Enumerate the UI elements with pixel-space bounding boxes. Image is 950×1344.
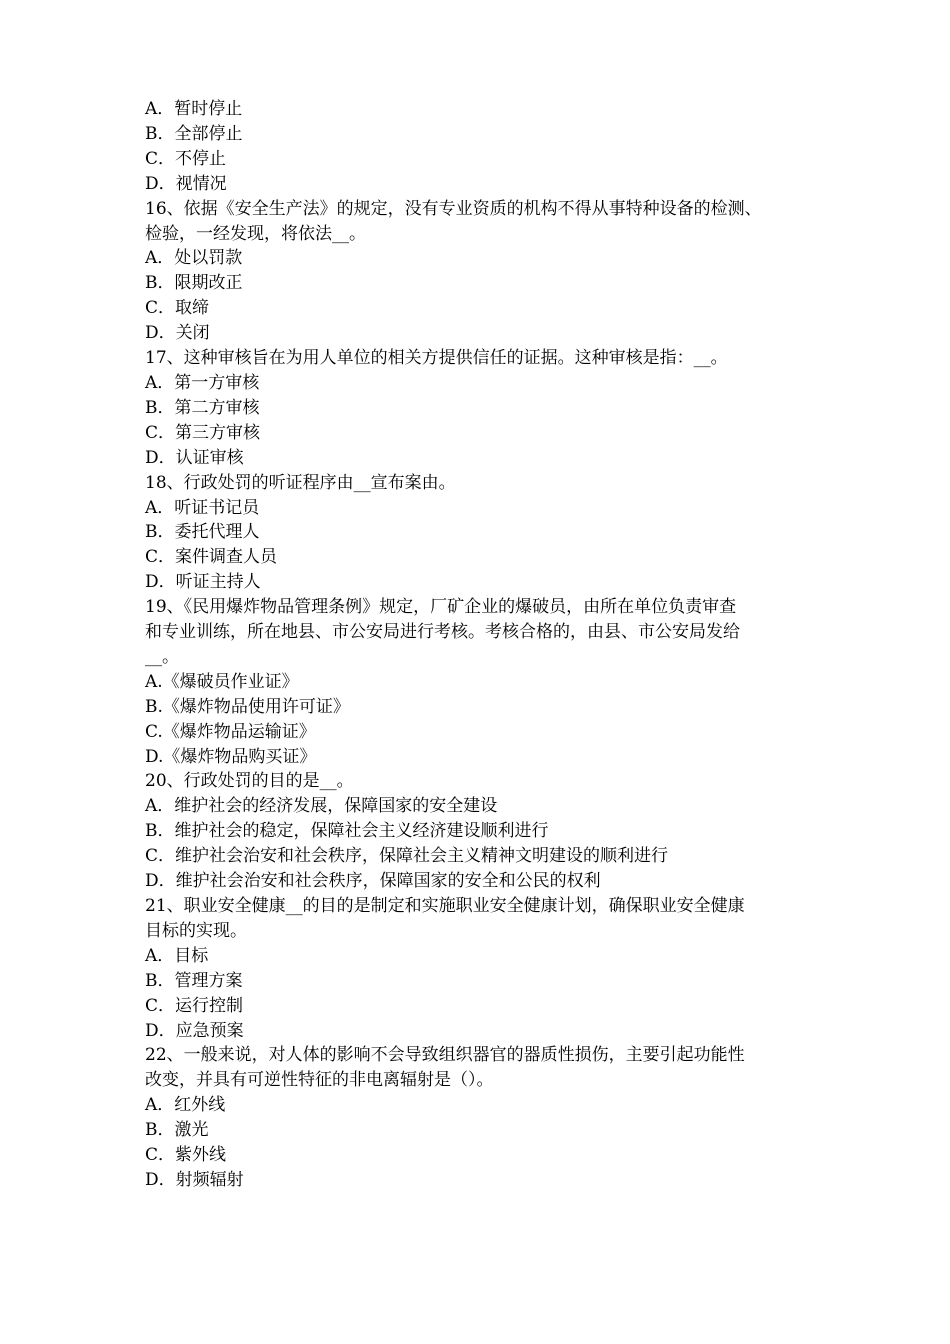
option-line: A．第一方审核	[145, 372, 260, 393]
question-16-line: 16、依据《安全生产法》的规定，没有专业资质的机构不得从事特种设备的检测、	[145, 198, 762, 219]
question-22-line: 22、一般来说，对人体的影响不会导致组织器官的器质性损伤，主要引起功能性	[145, 1045, 745, 1066]
option-line: B．激光	[145, 1120, 209, 1141]
option-line: A.《爆破员作业证》	[145, 671, 299, 692]
option-line: D．维护社会治安和社会秩序，保障国家的安全和公民的权利	[145, 871, 601, 892]
option-line: D．视情况	[145, 173, 227, 194]
option-line: A．听证书记员	[145, 497, 260, 518]
question-16-line: 检验，一经发现，将依法__。	[145, 223, 366, 244]
option-line: B．维护社会的稳定，保障社会主义经济建设顺利进行	[145, 821, 549, 842]
option-line: D．射频辐射	[145, 1169, 244, 1190]
question-19-line: 和专业训练，所在地县、市公安局进行考核。考核合格的，由县、市公安局发给	[145, 622, 740, 643]
question-20-line: 20、行政处罚的目的是__。	[145, 771, 354, 792]
option-line: B．管理方案	[145, 970, 243, 991]
question-19-line: 19、《民用爆炸物品管理条例》规定，厂矿企业的爆破员，由所在单位负责审查	[145, 597, 737, 618]
option-line: C．取缔	[145, 298, 210, 319]
option-line: A．目标	[145, 945, 209, 966]
question-21-line: 21、职业安全健康__的目的是制定和实施职业安全健康计划，确保职业安全健康	[145, 896, 745, 916]
option-line: B.《爆炸物品使用许可证》	[145, 696, 350, 717]
option-line: A．红外线	[145, 1095, 226, 1116]
option-line: D．应急预案	[145, 1020, 244, 1041]
option-line: A．处以罚款	[145, 248, 243, 269]
option-line: B．第二方审核	[145, 397, 260, 418]
option-line: D.《爆炸物品购买证》	[145, 746, 317, 767]
option-line: C．紫外线	[145, 1145, 227, 1166]
question-21-line: 目标的实现。	[145, 920, 247, 941]
option-line: B．委托代理人	[145, 522, 260, 543]
option-line: B．全部停止	[145, 123, 243, 144]
option-line: C.《爆炸物品运输证》	[145, 721, 316, 742]
option-line: B．限期改正	[145, 273, 243, 294]
document-page	[145, 97, 825, 1193]
option-line: C．案件调查人员	[145, 547, 278, 568]
option-line: C．运行控制	[145, 995, 244, 1016]
option-line: D．听证主持人	[145, 572, 261, 593]
question-18-line: 18、行政处罚的听证程序由__宣布案由。	[145, 472, 456, 493]
question-17-line: 17、这种审核旨在为用人单位的相关方提供信任的证据。这种审核是指：__。	[145, 348, 728, 369]
question-19-line: __。	[145, 646, 179, 667]
question-22-line: 改变，并具有可逆性特征的非电离辐射是（）。	[145, 1070, 494, 1091]
option-line: C．第三方审核	[145, 422, 261, 443]
option-line: C．维护社会治安和社会秩序，保障社会主义精神文明建设的顺利进行	[145, 846, 669, 867]
option-line: A．暂时停止	[145, 99, 243, 119]
option-line: C．不停止	[145, 148, 227, 169]
option-line: A．维护社会的经济发展，保障国家的安全建设	[145, 796, 498, 817]
option-line: D．认证审核	[145, 447, 244, 468]
option-line: D．关闭	[145, 323, 210, 344]
